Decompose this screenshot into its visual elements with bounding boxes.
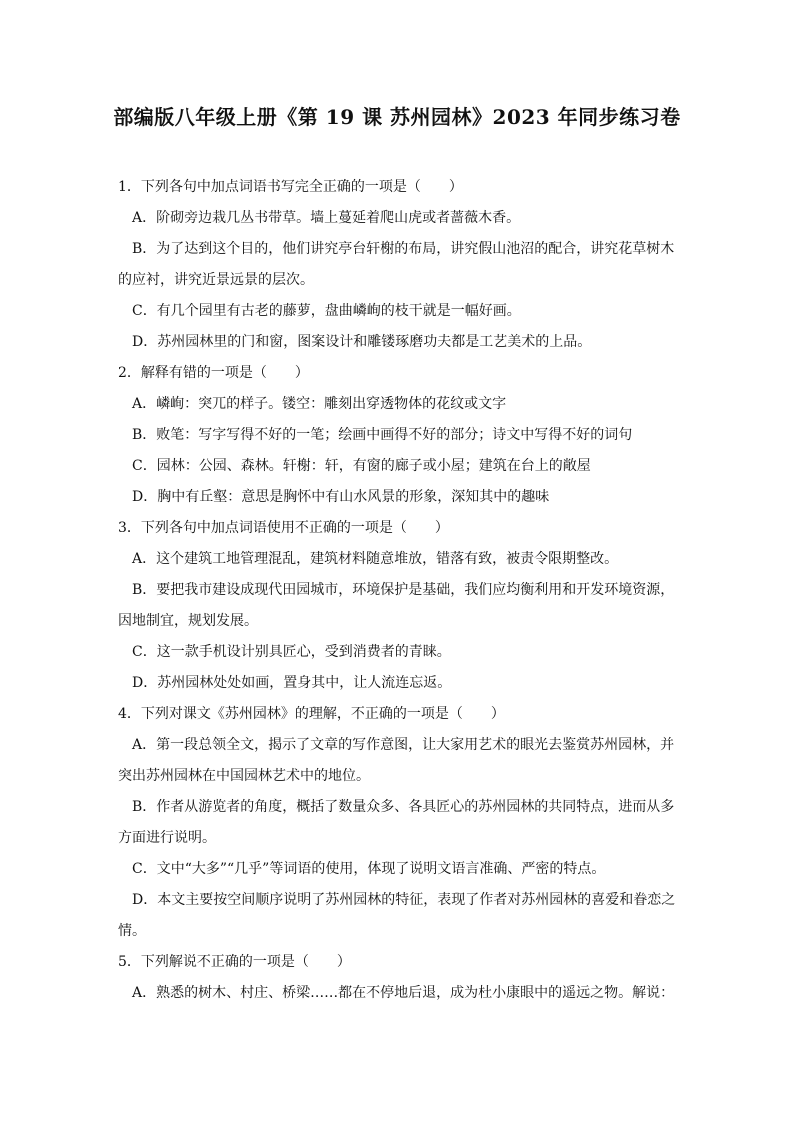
question-stem: 4．下列对课文《苏州园林》的理解，不正确的一项是（ ） <box>118 706 505 722</box>
option-line: A．这个建筑工地管理混乱，建筑材料随意堆放，错落有致，被责令限期整改。 <box>132 551 619 567</box>
question-stem: 5．下列解说不正确的一项是（ ） <box>118 954 351 970</box>
option-line: C．文中“大多”“几乎”等词语的使用，体现了说明文语言准确、严密的特点。 <box>132 861 606 877</box>
option-continuation: 突出苏州园林在中国园林艺术中的地位。 <box>118 768 370 784</box>
option-line: A．第一段总领全文，揭示了文章的写作意图，让大家用艺术的眼光去鉴赏苏州园林，并 <box>132 737 675 753</box>
option-line: D．本文主要按空间顺序说明了苏州园林的特征，表现了作者对苏州园林的喜爱和眷恋之 <box>132 892 676 908</box>
option-line: A．熟悉的树木、村庄、桥梁……都在不停地后退，成为杜小康眼中的遥远之物。解说： <box>132 985 675 1001</box>
question-stem: 3．下列各句中加点词语使用不正确的一项是（ ） <box>118 520 449 536</box>
option-line: D．苏州园林处处如画，置身其中，让人流连忘返。 <box>132 675 452 691</box>
option-continuation: 方面进行说明。 <box>118 830 216 846</box>
option-line: C．有几个园里有古老的藤萝，盘曲嶙峋的枝干就是一幅好画。 <box>132 303 521 319</box>
option-line: B．要把我市建设成现代田园城市，环境保护是基础，我们应均衡利用和开发环境资源， <box>132 582 675 598</box>
option-line: B．为了达到这个目的，他们讲究亭台轩榭的布局，讲究假山池沼的配合，讲究花草树木 <box>132 241 675 257</box>
option-continuation: 情。 <box>118 923 146 939</box>
option-line: A．嶙峋：突兀的样子。镂空：雕刻出穿透物体的花纹或文字 <box>132 396 507 412</box>
option-line: B．败笔：写字写得不好的一笔；绘画中画得不好的部分；诗文中写得不好的词句 <box>132 427 633 443</box>
option-line: D．胸中有丘壑：意思是胸怀中有山水风景的形象，深知其中的趣味 <box>132 489 550 505</box>
option-line: B．作者从游览者的角度，概括了数量众多、各具匠心的苏州园林的共同特点，进而从多 <box>132 799 675 815</box>
option-continuation: 因地制宜，规划发展。 <box>118 613 258 629</box>
page-title: 部编版八年级上册《第 19 课 苏州园林》2023 年同步练习卷 <box>113 105 681 129</box>
option-line: C．这一款手机设计别具匠心，受到消费者的青睐。 <box>132 644 451 660</box>
question-stem: 2．解释有错的一项是（ ） <box>118 365 309 381</box>
option-line: A．阶砌旁边栽几丛书带草。墙上蔓延着爬山虎或者蔷薇木香。 <box>132 210 521 226</box>
option-line: C．园林：公园、森林。轩榭：轩，有窗的廊子或小屋；建筑在台上的敞屋 <box>132 458 591 474</box>
question-stem: 1．下列各句中加点词语书写完全正确的一项是（ ） <box>118 179 463 195</box>
option-line: D．苏州园林里的门和窗，图案设计和雕镂琢磨功夫都是工艺美术的上品。 <box>132 334 592 350</box>
option-continuation: 的应衬，讲究近景远景的层次。 <box>118 272 314 288</box>
question-list <box>118 172 678 1009</box>
